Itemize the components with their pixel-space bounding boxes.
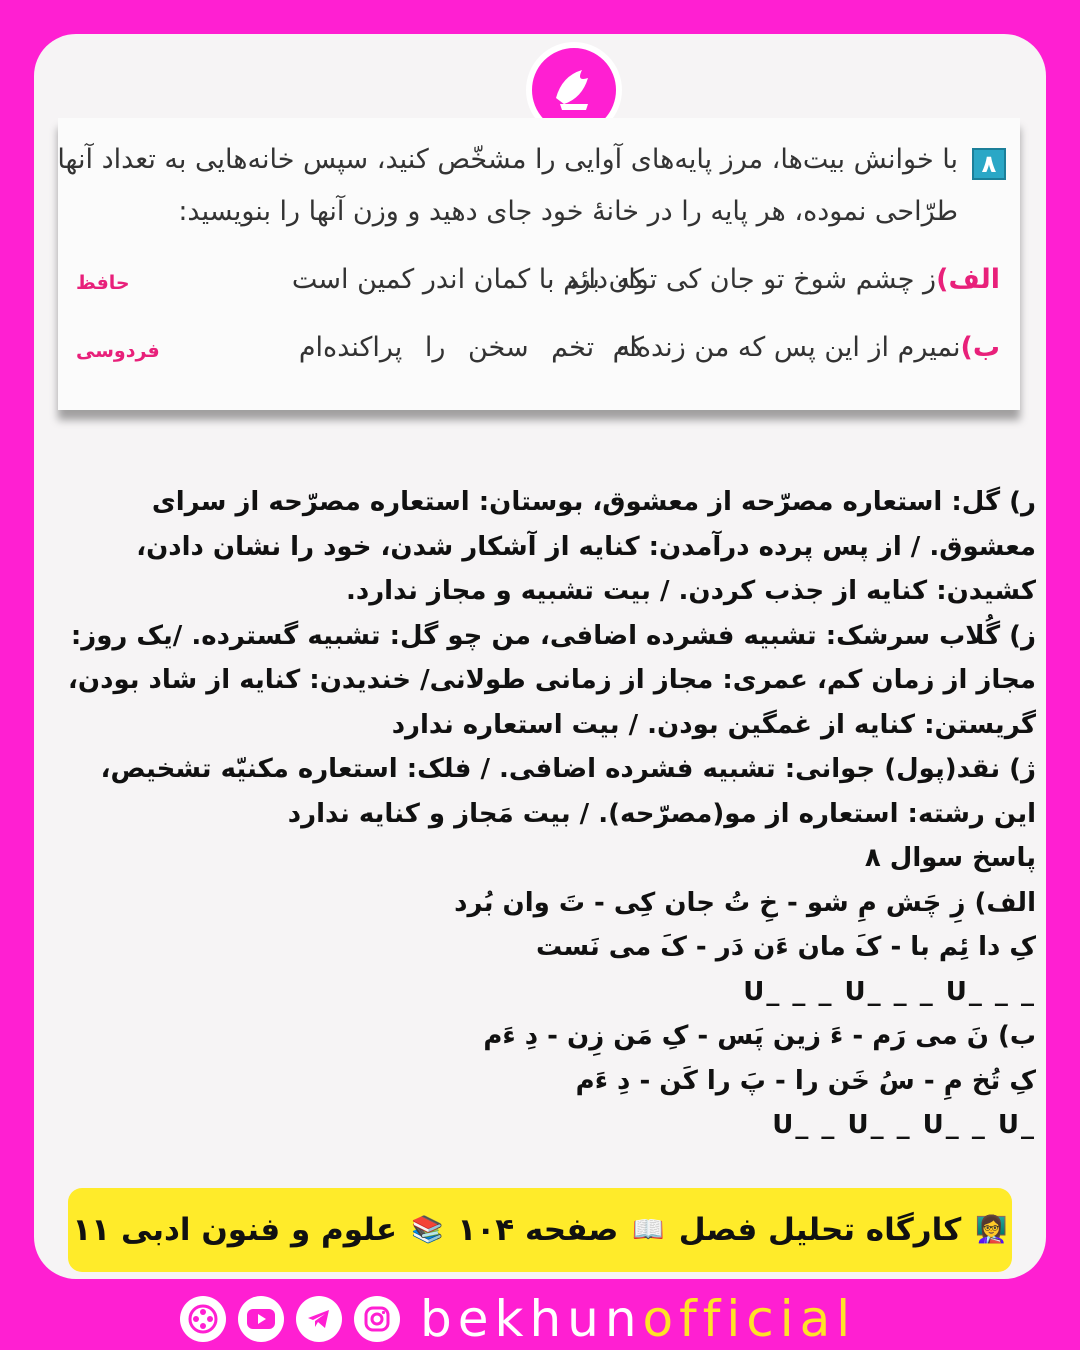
verse-1-first-text: ز چشم شوخ تو جان کی توان برد bbox=[565, 264, 937, 295]
verse-1-second: که دائم با کمان اندر کمین است bbox=[291, 264, 644, 295]
answer-line: ز) گُلاب سرشک: تشبیه فشرده اضافی، من چو گل: تشبیه گسترده. /یک روز: bbox=[70, 620, 1036, 651]
scansion-line: کِ تُخ مِ - سُ خَن را - پَ را کَن - دِ ءَم bbox=[575, 1065, 1036, 1096]
verse-2-second: که تخم سخن را پراکنده‌ام bbox=[298, 332, 644, 363]
answer-heading: پاسخ سوال ۸ bbox=[864, 843, 1036, 873]
scansion-line: ب) نَ می رَم - ءَ زین پَس - کِ مَن زِن - دِ ءَم bbox=[483, 1021, 1036, 1051]
answer-line: این رشته: استعاره از مو(مصرّحه). / بیت مَجاز و کنایه ندارد bbox=[287, 798, 1036, 829]
poet-1: حافظ bbox=[76, 272, 130, 294]
question-number: ۸ bbox=[972, 148, 1006, 180]
answer-line: مجاز از زمان کم، عمری: مجاز از زمانی طولانی/ خندیدن: کنایه از شاد بودن، bbox=[68, 665, 1036, 695]
graduation-books-icon: 📚 bbox=[411, 1215, 444, 1245]
answer-line: کشیدن: کنایه از جذب کردن. / بیت تشبیه و مجاز ندارد. bbox=[345, 576, 1036, 606]
brand-handle-part-1: bekhun bbox=[420, 1290, 643, 1348]
scansion-line: کِ دا ئِم با - کَ مان ءَن دَر - کَ می نَست bbox=[536, 932, 1036, 962]
answer-line: معشوق. / از پس پرده درآمدن: کنایه از آشکار شدن، خود را نشان دادن، bbox=[136, 531, 1036, 562]
open-book-icon: 📖 bbox=[632, 1215, 665, 1245]
brand-handle-part-2: official bbox=[642, 1290, 857, 1348]
instruction-line-1: با خوانش بیت‌ها، مرز پایه‌های آوایی را مشخّص کنید، سپس خانه‌هایی به تعداد آنها bbox=[57, 144, 958, 175]
meter-pattern-2: U_ _ U_ _ U_ _ U_ bbox=[772, 1110, 1036, 1140]
telegram-icon[interactable] bbox=[296, 1296, 342, 1342]
instagram-icon[interactable] bbox=[354, 1296, 400, 1342]
chapter-banner bbox=[68, 1188, 1012, 1272]
textbook-excerpt bbox=[58, 118, 1020, 410]
brand-handle[interactable] bbox=[420, 1290, 856, 1348]
meter-pattern-1: U_ _ _ U_ _ _ U_ _ _ bbox=[743, 976, 1036, 1007]
banner-page: صفحه ۱۰۴ bbox=[457, 1212, 619, 1248]
banner-subject: علوم و فنون ادبی ۱۱ bbox=[72, 1212, 398, 1248]
teacher-icon: 👩‍🏫 bbox=[975, 1215, 1008, 1245]
verse-2-first-text: نمیرم از این پس که من زنده‌ام bbox=[612, 332, 961, 363]
scansion-line: الف) زِ چَش مِ شو - خِ تُ جان کِی - تَ وان بُرد bbox=[454, 887, 1036, 918]
answer-line: گریستن: کنایه از غمگین بودن. / بیت استعاره ندارد bbox=[391, 709, 1036, 740]
banner-workshop: کارگاه تحلیل فصل bbox=[678, 1212, 962, 1248]
film-reel-icon[interactable] bbox=[180, 1296, 226, 1342]
verse-2-label: ب) bbox=[960, 332, 1000, 363]
youtube-icon[interactable] bbox=[238, 1296, 284, 1342]
social-footer bbox=[180, 1290, 910, 1348]
answer-line: ژ) نقد(پول) جوانی: تشبیه فشرده اضافی. / فلک: استعاره مکنیّه تشخیص، bbox=[100, 754, 1036, 784]
answer-line: ر) گل: استعاره مصرّحه از معشوق، بوستان: استعاره مصرّحه از سرای bbox=[151, 487, 1036, 517]
instruction-line-2: طرّاحی نموده، هر پایه را در خانهٔ خود جای دهید و وزن آنها را بنویسید: bbox=[178, 196, 958, 227]
poet-2: فردوسی bbox=[76, 340, 160, 362]
verse-1-label: الف) bbox=[936, 264, 1000, 295]
answer-text bbox=[60, 480, 1036, 1148]
verse-2-first bbox=[613, 332, 1000, 363]
